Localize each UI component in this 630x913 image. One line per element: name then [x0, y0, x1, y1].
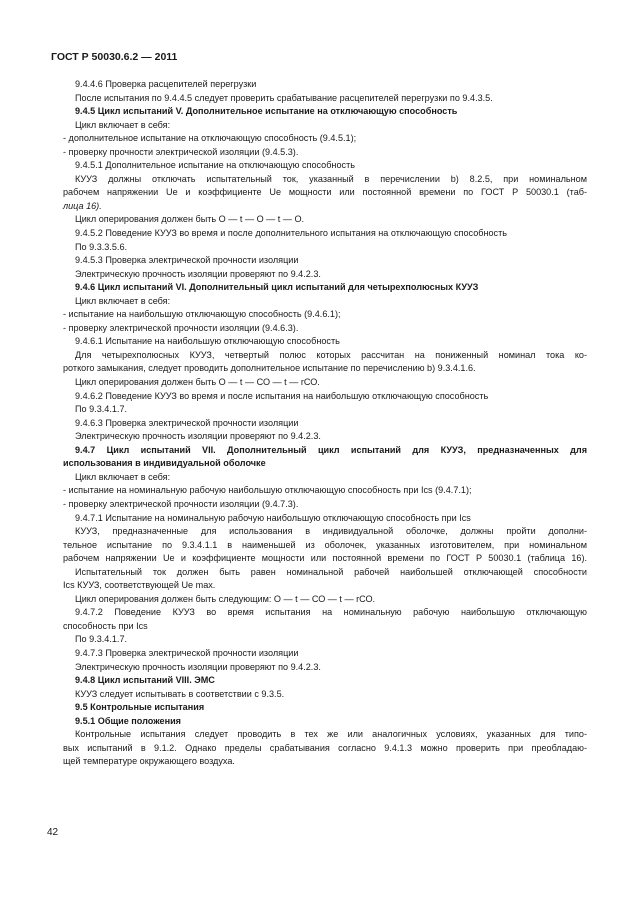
text-line: 9.4.5.2 Поведение КУУЗ во время и после дополнительного испытания на отключающую способность — [75, 228, 507, 239]
section-heading: 9.4.6 Цикл испытаний VI. Дополнительный цикл испытаний для четырехполюсных КУУЗ — [75, 282, 479, 293]
text-line: способность при Ics — [63, 620, 148, 631]
text-line: 9.4.6.2 Поведение КУУЗ во время и после испытания на наибольшую отключающую способность — [75, 390, 489, 401]
text-line: Цикл оперирования должен быть следующим: О — t — СО — t — rСО. — [75, 593, 376, 604]
text-line: По 9.3.4.1.7. — [75, 404, 128, 415]
section-heading: 9.5 Контрольные испытания — [75, 702, 205, 713]
text-line: 9.4.7.2 Поведение КУУЗ во время испытания на номинальную рабочую наибольшую отключающую — [75, 607, 587, 618]
text-line: рабочем напряжении Ue и коэффициенте мощности или постоянной времени по ГОСТ Р 50030.1 (таблица 16). — [63, 553, 587, 564]
section-heading: использования в индивидуальной оболочке — [63, 458, 266, 469]
text-line: Цикл оперирования должен быть О — t — О — t — О. — [75, 214, 305, 225]
text-line: Цикл включает в себя: — [75, 119, 171, 130]
text-line: - испытание на наибольшую отключающую способность (9.4.6.1); — [63, 309, 341, 320]
text-line: Электрическую прочность изоляции проверяют по 9.4.2.3. — [75, 268, 321, 279]
text-line: щей температуре окружающего воздуха. — [63, 756, 235, 767]
text-line: Для четырехполюсных КУУЗ, четвертый полюс которых рассчитан на пониженный номинал тока ко- — [75, 349, 587, 360]
text-line: Цикл включает в себя: — [75, 295, 171, 306]
section-heading: 9.4.8 Цикл испытаний VIII. ЭМС — [75, 675, 215, 686]
text-line: - проверку электрической прочности изоляции (9.4.7.3). — [63, 498, 299, 509]
text-line: После испытания по 9.4.4.5 следует проверить срабатывание расцепителей перегрузки по 9.4.3.5. — [75, 92, 493, 103]
page-number: 42 — [47, 827, 59, 838]
text-line: По 9.3.4.1.7. — [75, 634, 128, 645]
text-line: тельное испытание по 9.3.4.1.1 в наименьшей из оболочек, указанных изготовителем, при номинальном — [63, 539, 587, 550]
text-line: роткого замыкания, следует проводить дополнительное испытание по перечислению b) 9.3.4.1.6. — [63, 363, 476, 374]
text-line: Ics КУУЗ, соответствующей Ue max. — [63, 580, 216, 591]
section-heading: 9.5.1 Общие положения — [75, 715, 181, 726]
text-line: Электрическую прочность изоляции проверяют по 9.4.2.3. — [75, 661, 321, 672]
text-line: КУУЗ, предназначенные для использования в индивидуальной оболочке, должны пройти дополни- — [75, 526, 587, 537]
text-line: рабочем напряжении Ue и коэффициенте Ue мощности или постоянной времени по ГОСТ Р 50030.1 (таб- — [63, 187, 587, 198]
document-header: ГОСТ Р 50030.6.2 — 2011 — [51, 51, 178, 63]
text-line: По 9.3.3.5.6. — [75, 241, 128, 252]
text-line: 9.4.6.1 Испытание на наибольшую отключающую способность — [75, 336, 340, 347]
text-line: 9.4.6.3 Проверка электрической прочности изоляции — [75, 417, 299, 428]
text-line: 9.4.7.3 Проверка электрической прочности изоляции — [75, 647, 299, 658]
section-heading: 9.4.7 Цикл испытаний VII. Дополнительный цикл испытаний для КУУЗ, предназначенных для — [75, 444, 587, 455]
document-body — [63, 78, 587, 769]
text-line: - проверку прочности электрической изоляции (9.4.5.3). — [63, 146, 299, 157]
text-line: 9.4.7.1 Испытание на номинальную рабочую наибольшую отключающую способность при Ics — [75, 512, 471, 523]
text-line: - проверку электрической прочности изоляции (9.4.6.3). — [63, 322, 299, 333]
text-line: лица 16). — [63, 200, 102, 211]
text-line: 9.4.5.1 Дополнительное испытание на отключающую способность — [75, 160, 355, 171]
text-line: вых испытаний в 9.1.2. Однако пределы срабатывания согласно 9.4.1.3 можно проверить при преобладаю- — [63, 742, 587, 753]
text-line: 9.4.4.6 Проверка расцепителей перегрузки — [75, 79, 257, 89]
text-line: - дополнительное испытание на отключающую способность (9.4.5.1); — [63, 133, 357, 144]
text-line: - испытание на номинальную рабочую наибольшую отключающую способность при Ics (9.4.7.1); — [63, 485, 472, 496]
text-line: Контрольные испытания следует проводить в тех же или аналогичных условиях, указанных для типо- — [75, 729, 587, 740]
text-line: Цикл оперирования должен быть О — t — СО — t — rСО. — [75, 377, 320, 388]
text-line: 9.4.5.3 Проверка электрической прочности изоляции — [75, 255, 299, 266]
section-heading: 9.4.5 Цикл испытаний V. Дополнительное испытание на отключающую способность — [75, 106, 458, 117]
text-line: КУУЗ должны отключать испытательный ток, указанный в перечислении b) 8.2.5, при номинальном — [75, 173, 587, 184]
text-line: Цикл включает в себя: — [75, 471, 171, 482]
text-line: Испытательный ток должен быть равен номинальной рабочей наибольшей отключающей способности — [75, 566, 587, 577]
text-line: КУУЗ следует испытывать в соответствии с 9.3.5. — [75, 688, 285, 699]
text-line: Электрическую прочность изоляции проверяют по 9.4.2.3. — [75, 431, 321, 442]
